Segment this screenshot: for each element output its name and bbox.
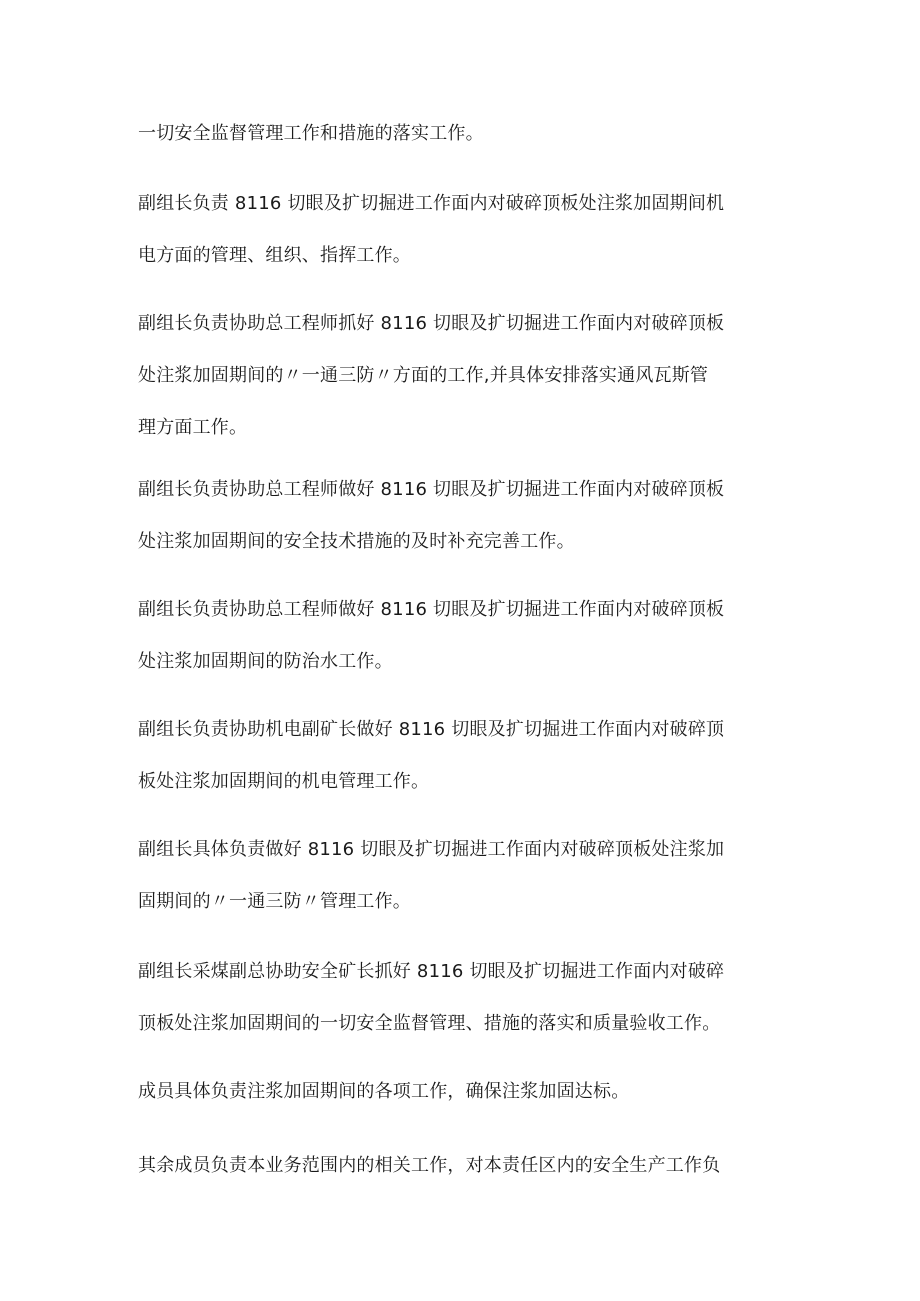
paragraph-line: 固期间的〃一通三防〃管理工作。 bbox=[138, 891, 411, 912]
paragraph-10 bbox=[138, 1140, 788, 1192]
paragraph-line: 副组长具体负责做好 8116 切眼及扩切掘进工作面内对破碎顶板处注浆加 bbox=[138, 839, 725, 860]
paragraph-9 bbox=[138, 1066, 788, 1118]
paragraph-line: 电方面的管理、组织、指挥工作。 bbox=[138, 245, 411, 266]
paragraph-line: 其余成员负责本业务范围内的相关工作，对本责任区内的安全生产工作负 bbox=[138, 1155, 721, 1176]
paragraph-line: 板处注浆加固期间的机电管理工作。 bbox=[138, 771, 430, 792]
paragraph-5 bbox=[138, 584, 788, 688]
paragraph-line: 一切安全监督管理工作和措施的落实工作。 bbox=[138, 123, 484, 144]
paragraph-2 bbox=[138, 178, 788, 282]
paragraph-3 bbox=[138, 298, 788, 454]
paragraph-line: 副组长负责 8116 切眼及扩切掘进工作面内对破碎顶板处注浆加固期间机 bbox=[138, 193, 725, 214]
paragraph-6 bbox=[138, 704, 788, 808]
paragraph-line: 处注浆加固期间的安全技术措施的及时补充完善工作。 bbox=[138, 531, 575, 552]
paragraph-line: 副组长负责协助总工程师做好 8116 切眼及扩切掘进工作面内对破碎顶板 bbox=[138, 479, 725, 500]
paragraph-line: 副组长采煤副总协助安全矿长抓好 8116 切眼及扩切掘进工作面内对破碎 bbox=[138, 961, 725, 982]
paragraph-line: 处注浆加固期间的〃一通三防〃方面的工作,并具体安排落实通风瓦斯管 bbox=[138, 365, 709, 386]
paragraph-8 bbox=[138, 946, 788, 1050]
paragraph-4 bbox=[138, 464, 788, 568]
paragraph-line: 副组长负责协助机电副矿长做好 8116 切眼及扩切掘进工作面内对破碎顶 bbox=[138, 719, 725, 740]
paragraph-line: 副组长负责协助总工程师做好 8116 切眼及扩切掘进工作面内对破碎顶板 bbox=[138, 599, 725, 620]
paragraph-7 bbox=[138, 824, 788, 928]
paragraph-line: 理方面工作。 bbox=[138, 417, 248, 438]
paragraph-line: 副组长负责协助总工程师抓好 8116 切眼及扩切掘进工作面内对破碎顶板 bbox=[138, 313, 725, 334]
paragraph-line: 成员具体负责注浆加固期间的各项工作，确保注浆加固达标。 bbox=[138, 1081, 630, 1102]
paragraph-line: 处注浆加固期间的防治水工作。 bbox=[138, 651, 393, 672]
paragraph-line: 顶板处注浆加固期间的一切安全监督管理、措施的落实和质量验收工作。 bbox=[138, 1013, 721, 1034]
paragraph-1 bbox=[138, 108, 788, 160]
